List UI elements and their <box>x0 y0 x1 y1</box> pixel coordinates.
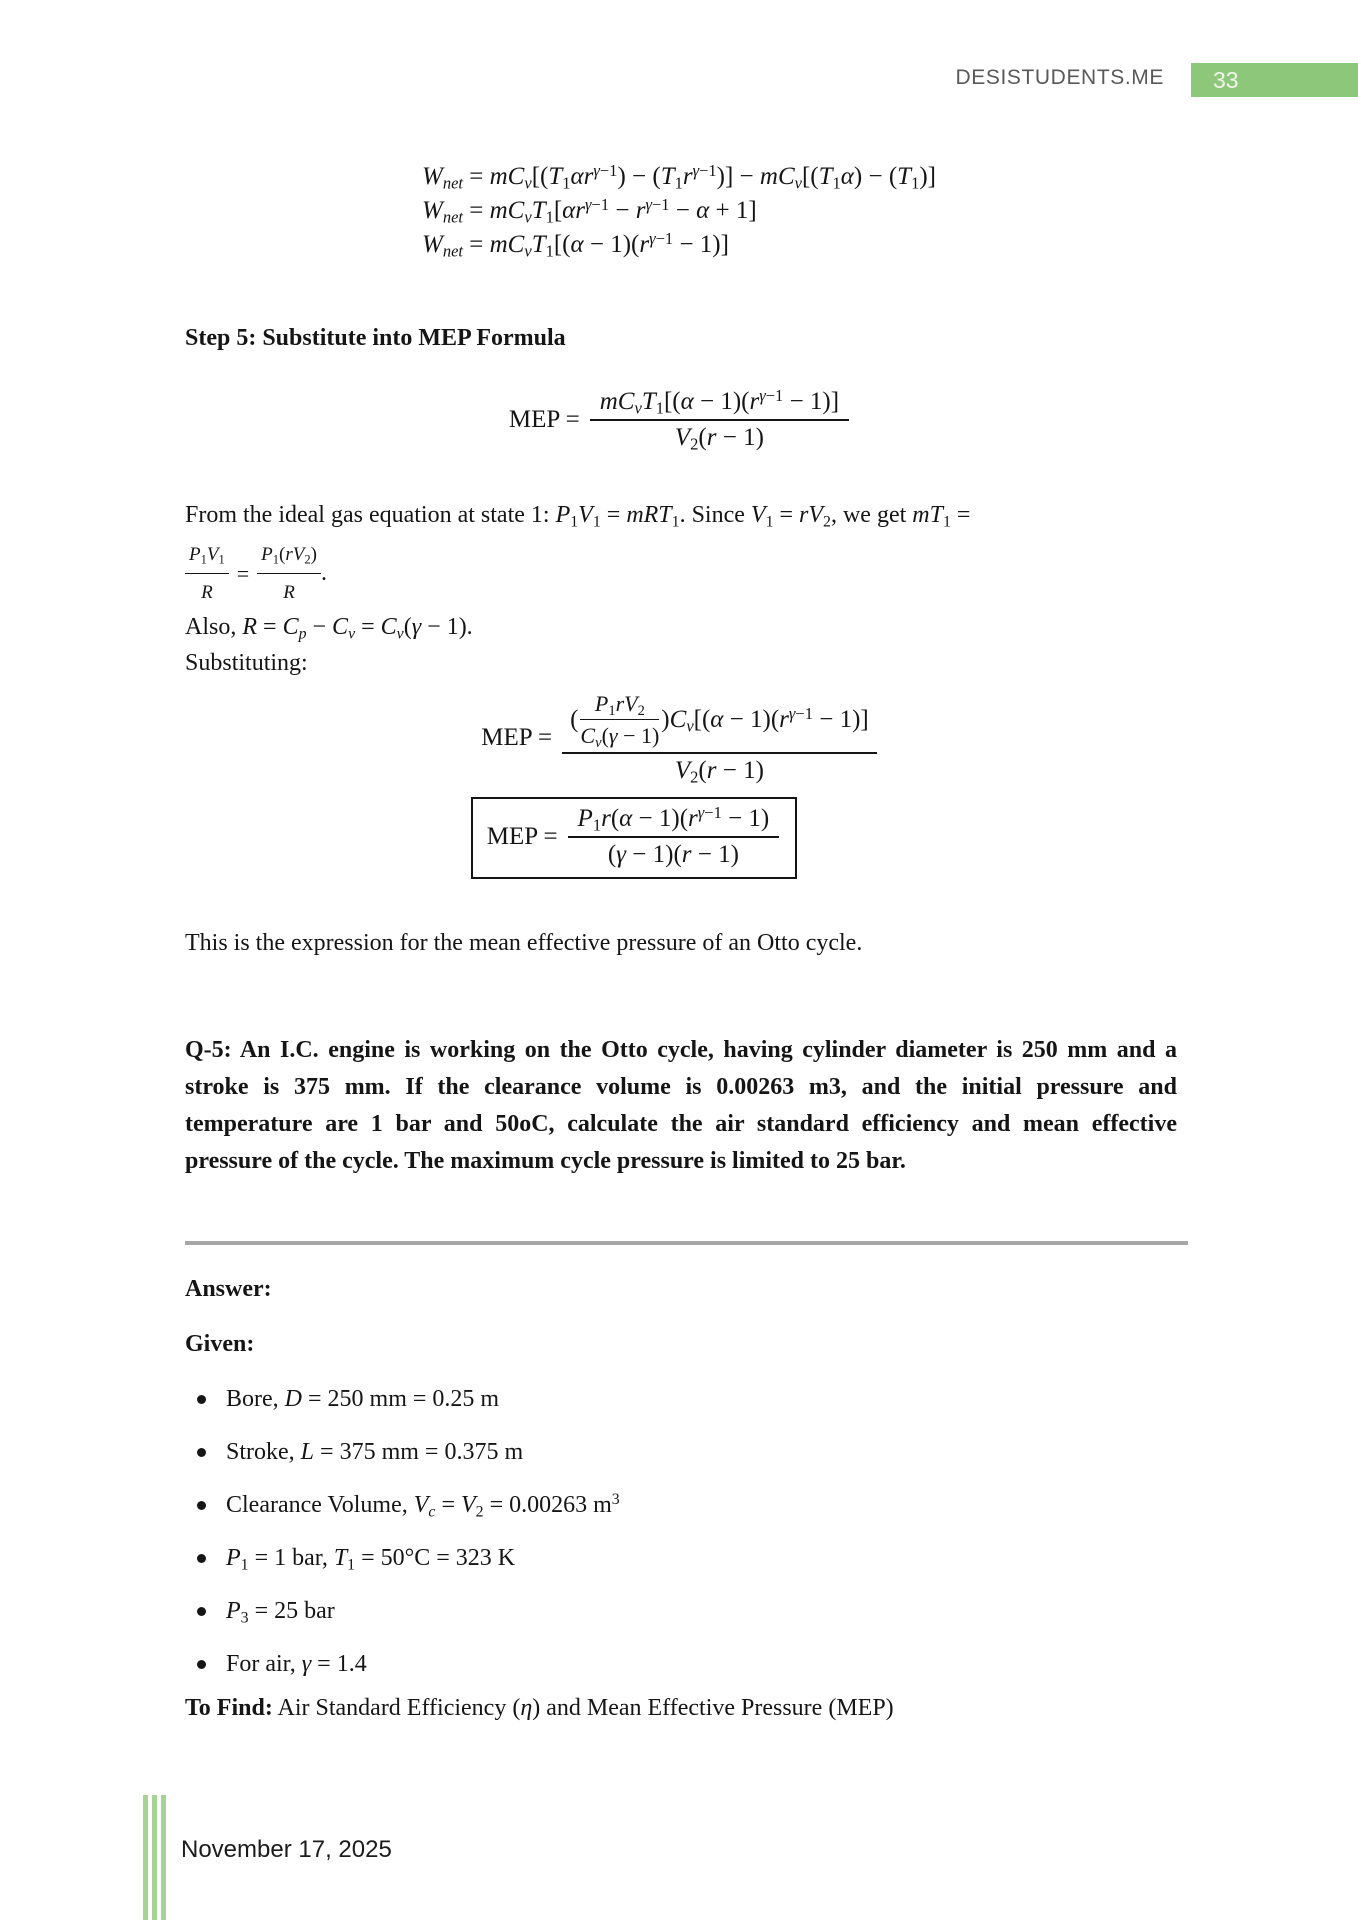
list-item <box>197 1383 620 1415</box>
page-number-badge <box>1191 63 1358 97</box>
mep-substituted-formula <box>0 682 1358 794</box>
inner-fraction: $\frac{P_1rV_2}{C_v(\gamma - 1)}$ <box>580 691 660 752</box>
accent-vline <box>143 1795 148 1920</box>
given-heading: Given: <box>185 1331 255 1357</box>
mep-substituted-denominator: $V_2(r - 1)$ <box>674 757 764 787</box>
mep-lhs: MEP = <box>486 823 558 850</box>
answer-heading: Answer: <box>185 1276 272 1302</box>
period: . <box>320 560 327 586</box>
ideal-gas-line1: From the ideal gas equation at state 1: $P_1V_1 = mRT_1$. Since $V_1 = rV_2$, we get $mT_1$ = <box>185 502 971 531</box>
list-item <box>197 1489 620 1521</box>
bullet-icon <box>197 1660 206 1669</box>
equation-wnet-1: $W_{net} = mC_v[(T_1\alpha r^{\gamma-1}) - (T_1r^{\gamma-1})] - mC_v[(T_1\alpha) - (T_1)]$ <box>422 160 936 193</box>
bullet-icon <box>197 1448 206 1457</box>
mep-final-fraction: $\frac{P_1r(\alpha - 1)(r^{\gamma-1} - 1)}{(\gamma - 1)(r - 1)}$ <box>568 805 780 869</box>
accent-vline <box>152 1795 157 1920</box>
to-find-text: Air Standard Efficiency (η) and Mean Effective Pressure (MEP) <box>272 1695 894 1721</box>
given-item-text: Bore, D = 250 mm = 0.25 m <box>226 1386 500 1412</box>
closing-text: This is the expression for the mean effective pressure of an Otto cycle. <box>185 930 863 956</box>
wnet-derivation-inner <box>422 160 936 262</box>
equation-wnet-2: $W_{net} = mC_vT_1[\alpha r^{\gamma-1} - r^{\gamma-1} - \alpha + 1]$ <box>422 194 757 227</box>
numerator-rest: )$C_v[(\alpha - 1)(r^{\gamma-1} - 1)]$ <box>661 703 869 736</box>
ideal-gas-fractions <box>185 532 1210 611</box>
list-item <box>197 1595 620 1627</box>
mep-formula <box>0 378 1358 462</box>
question-q5: Q-5: An I.C. engine is working on the Otto cycle, having cylinder diameter is 250 mm and a stroke is 375 mm. If the clearance volume is 0.00263 m3, and the initial pressure and temperature are 1 bar and 50oC, calculate the air standard efficiency and mean effective pressure of the cycle. The maximum cycle pressure is limited to 25 bar. <box>185 1037 1177 1174</box>
to-find-label: To Find: <box>185 1695 273 1721</box>
equals-sign: = <box>236 561 250 586</box>
wnet-derivation <box>0 160 1358 262</box>
given-list <box>197 1383 620 1701</box>
mep-denominator: $V_2(r - 1)$ <box>674 424 764 454</box>
given-item-text: Clearance Volume, $V_c = V_2 = 0.00263$ $m^3$ <box>226 1491 620 1521</box>
step5-heading: Step 5: Substitute into MEP Formula <box>185 325 566 351</box>
given-item-text: For air, γ = 1.4 <box>226 1651 367 1677</box>
open-paren: ( <box>570 706 579 733</box>
footer-date: November 17, 2025 <box>181 1836 392 1863</box>
bullet-icon <box>197 1607 206 1616</box>
list-item <box>197 1542 620 1574</box>
fraction-p1v1-over-r: $\frac{P_1V_1}{R}$ <box>185 538 229 609</box>
mep-lhs: MEP = <box>481 724 553 751</box>
to-find-line <box>185 1695 894 1722</box>
list-item <box>197 1436 620 1468</box>
bullet-icon <box>197 1395 206 1404</box>
ideal-gas-line3: Also, $R = C_p - C_v = C_v(\gamma - 1)$. <box>185 614 473 643</box>
accent-vline <box>161 1795 166 1920</box>
given-item-text: Stroke, L = 375 mm = 0.375 m <box>226 1439 524 1465</box>
mep-final-formula-wrap <box>0 792 1358 884</box>
site-name: DESISTUDENTS.ME <box>955 66 1164 89</box>
footer-accent-lines-icon <box>143 1795 166 1920</box>
substituting-label: Substituting: <box>185 650 308 676</box>
given-item-text: $P_3 = 25$ bar <box>226 1598 335 1627</box>
ideal-gas-paragraph <box>185 499 1210 644</box>
bullet-icon <box>197 1554 206 1563</box>
mep-final-formula-box <box>471 797 798 879</box>
fraction-p1rv2-over-r: $\frac{P_1(rV_2)}{R}$ <box>257 538 321 609</box>
section-divider <box>185 1241 1188 1245</box>
nested-numerator <box>562 691 877 754</box>
mep-substituted-fraction <box>562 691 877 785</box>
page-number: 33 <box>1213 67 1239 93</box>
given-item-text: $P_1 = 1$ bar, $T_1 = 50^\circ C = 323$ K <box>226 1545 516 1574</box>
mep-lhs: MEP = <box>508 406 580 433</box>
mep-numerator: $mC_vT_1[(\alpha - 1)(r^{\gamma-1} - 1)]$ <box>590 388 849 421</box>
bullet-icon <box>197 1501 206 1510</box>
mep-fraction <box>590 385 849 454</box>
list-item <box>197 1648 620 1680</box>
equation-wnet-3: $W_{net} = mC_vT_1[(\alpha - 1)(r^{\gamma-1} - 1)]$ <box>422 228 729 261</box>
